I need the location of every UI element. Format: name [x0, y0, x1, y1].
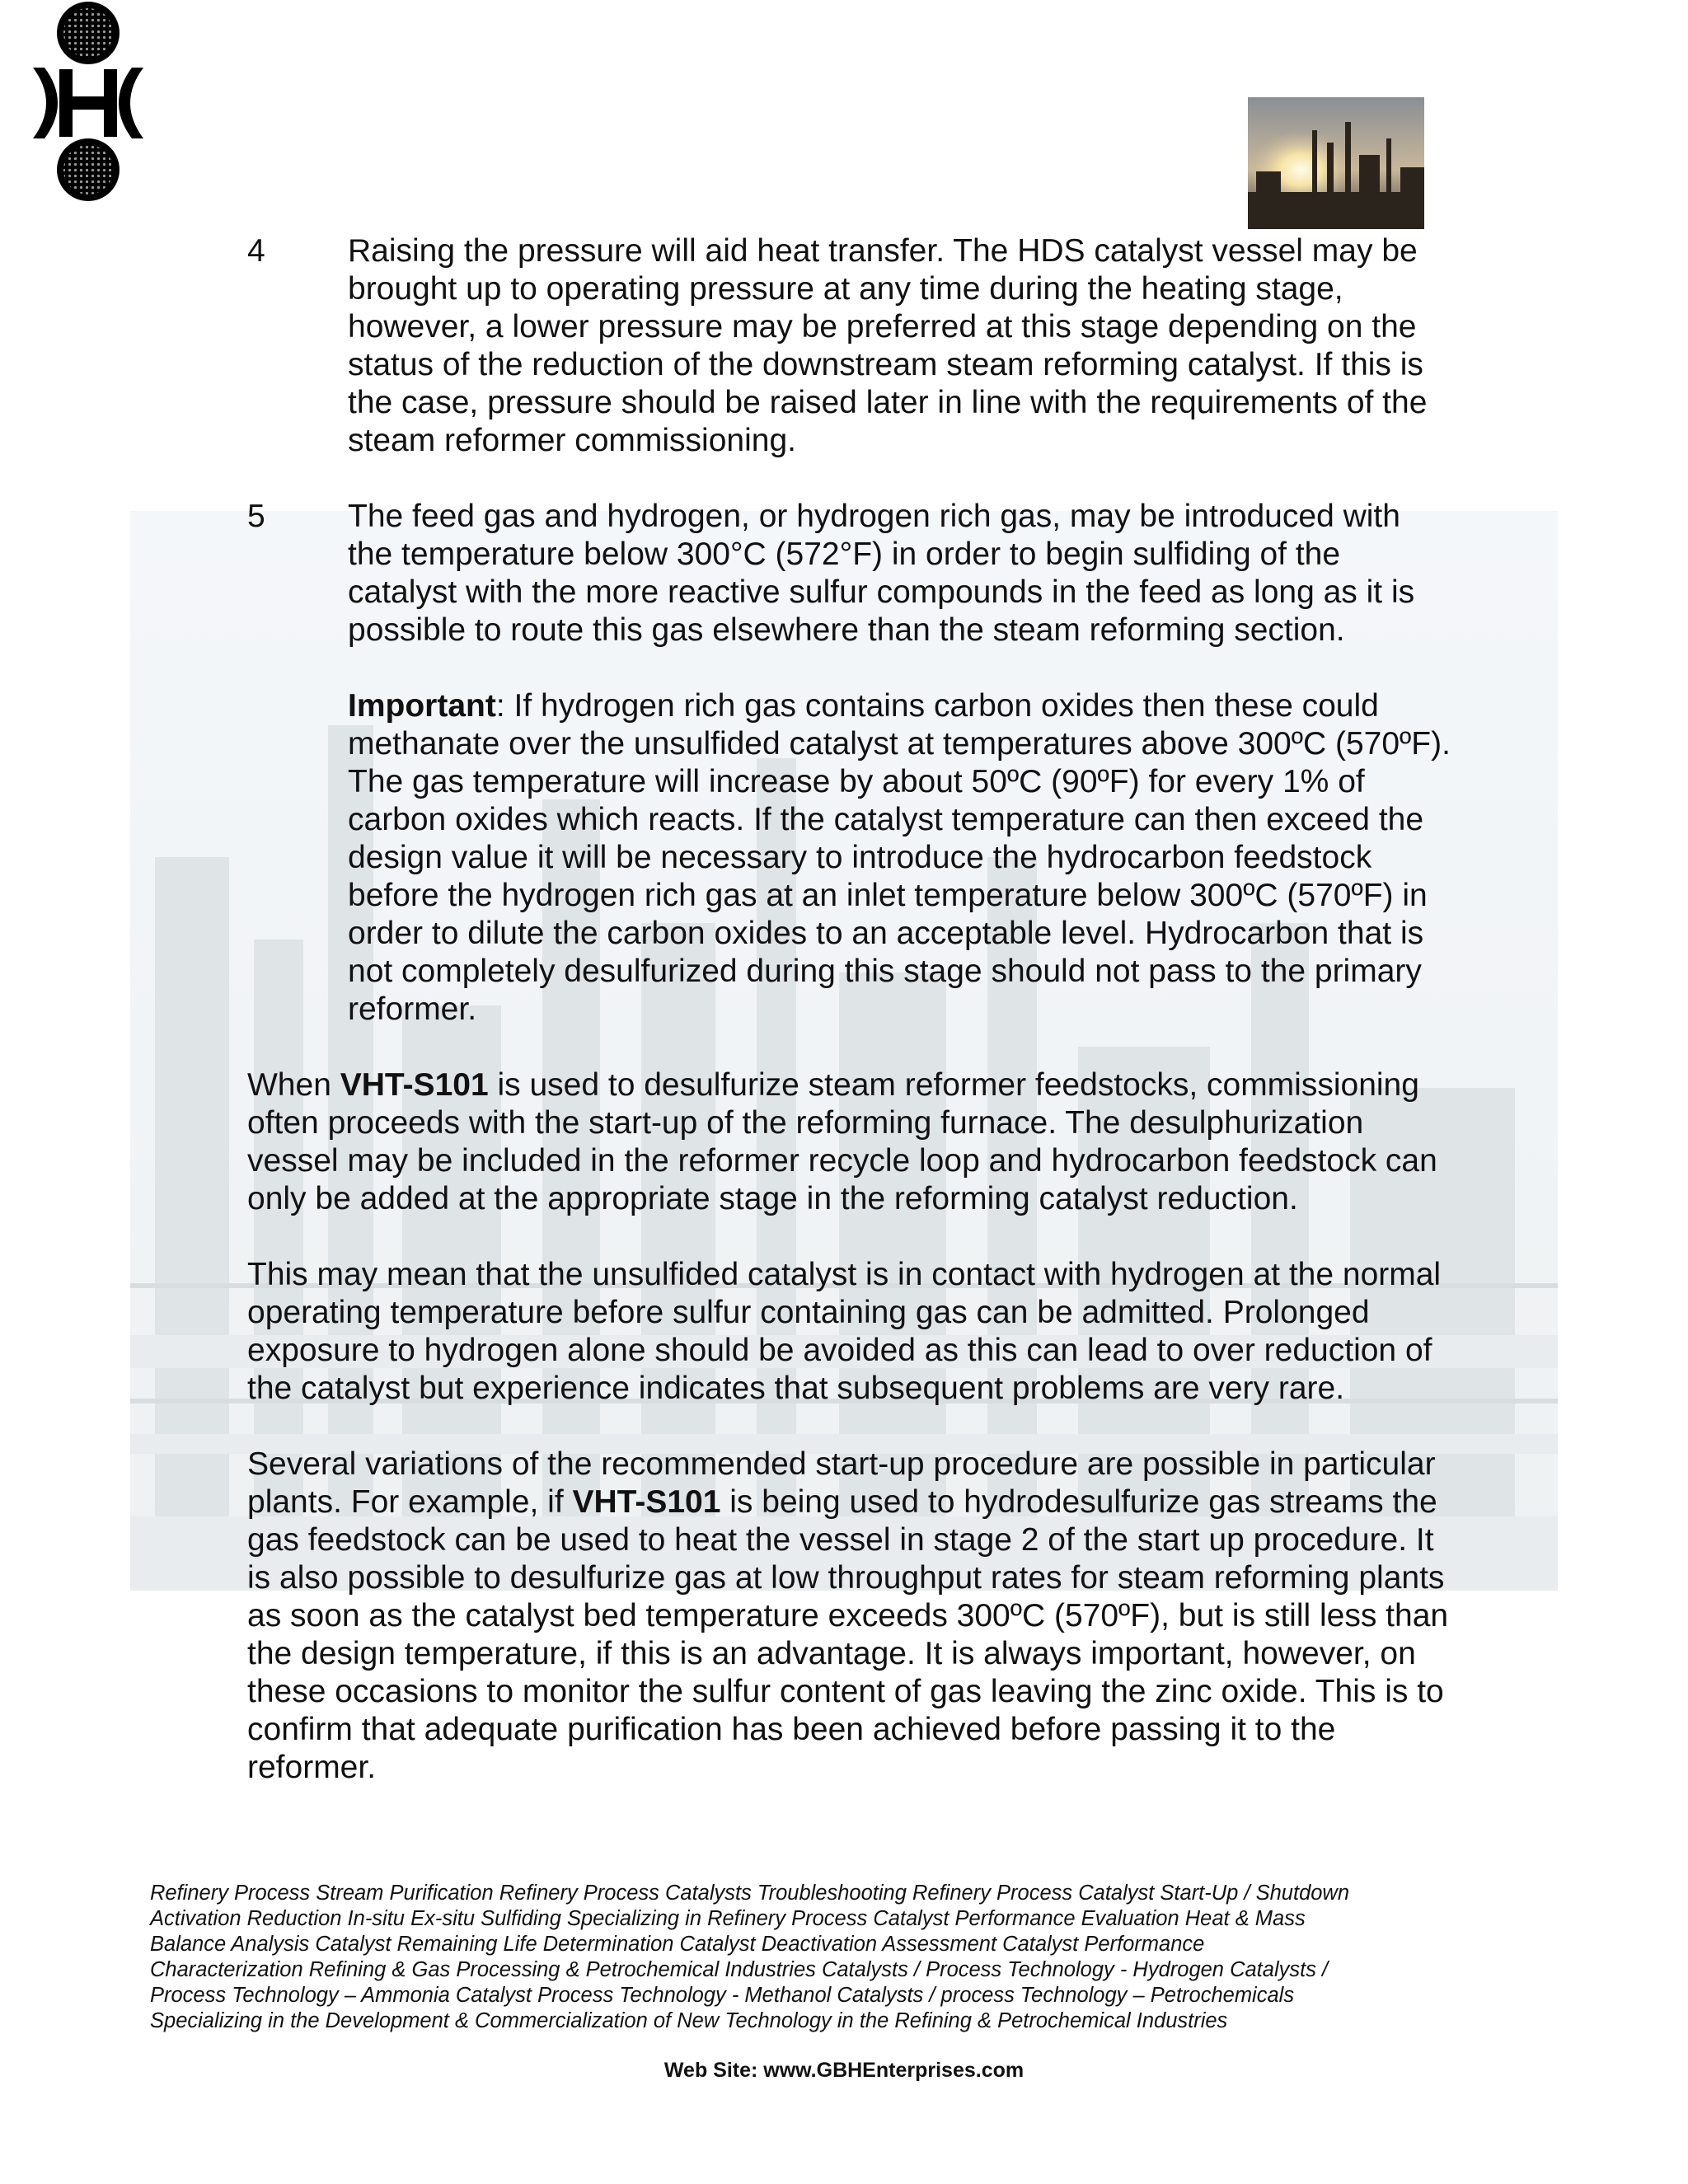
item-number: 4 [247, 233, 265, 269]
footer-line: Characterization Refining & Gas Processing & Petrochemical Industries Catalysts / Process Technology - Hydrogen Catalysts / [150, 1958, 1329, 1981]
paragraph-text: is being used to hydrodesulfurize gas streams the gas feedstock can be used to heat the vessel in stage 2 of the start up procedure. It is also possible to desulfurize gas at low throughput rates for steam reforming plants as soon as the catalyst bed temperature exceeds 300ºC (570ºF), but is still less than the design temperature, if this is an advantage. It is always important, however, on these occasions to monitor the sulfur content of gas leaving the zinc oxide. This is to confirm that adequate purification has been achieved before passing it to the reformer. [247, 1484, 1449, 1785]
website-link[interactable]: Web Site: www.GBHEnterprises.com [663, 2059, 1025, 2082]
footer-line: Specializing in the Development & Commercialization of New Technology in the Refining & Petrochemical Industries [150, 2009, 1228, 2032]
paragraph-text: When [247, 1067, 340, 1103]
paragraph-commissioning [247, 1066, 1451, 1218]
numbered-item-5 [247, 498, 1451, 649]
item-text: Raising the pressure will aid heat transfer. The HDS catalyst vessel may be brought up to operating pressure at any time during the heating stage, however, a lower pressure may be preferred at this stage depending on the status of the reduction of the downstream steam reforming catalyst. If this is the case, pressure should be raised later in line with the requirements of the steam reformer commissioning. [348, 233, 1428, 458]
item-number: 5 [247, 499, 265, 534]
item-text: The feed gas and hydrogen, or hydrogen rich gas, may be introduced with the temperature below 300°C (572°F) in order to begin sulfiding of the catalyst with the more reactive sulfur compounds in the feed as long as it is possible to route this gas elsewhere than the steam reforming section. [348, 499, 1415, 648]
footer-line: Process Technology – Ammonia Catalyst Process Technology - Methanol Catalysts / process Technology – Petrochemicals [150, 1984, 1295, 2007]
footer-line: Balance Analysis Catalyst Remaining Life Determination Catalyst Deactivation Assessment Catalyst Performance [150, 1933, 1205, 1956]
numbered-item-4 [247, 232, 1451, 460]
footer-line: Refinery Process Stream Purification Refinery Process Catalysts Troubleshooting Refinery Process Catalyst Start-Up / Shutdown [150, 1882, 1350, 1905]
product-name: VHT-S101 [340, 1067, 489, 1103]
company-logo [26, 0, 150, 206]
footer-line: Activation Reduction In-situ Ex-situ Sulfiding Specializing in Refinery Process Catalyst Performance Evaluation Heat & Mass [150, 1907, 1306, 1930]
paragraph-text: is used to desulfurize steam reformer feedstocks, commissioning often proceeds with the start-up of the reforming furnace. The desulphurization vessel may be included in the reformer recycle loop and hydrocarbon feedstock can only be added at the appropriate stage in the reforming catalyst reduction. [247, 1067, 1437, 1216]
important-note [247, 687, 1451, 1029]
document-body [247, 232, 1451, 1825]
refinery-sunset-photo [1248, 97, 1424, 229]
product-name: VHT-S101 [572, 1484, 721, 1520]
important-text: : If hydrogen rich gas contains carbon oxides then these could methanate over the unsulfided catalyst at temperatures above 300ºC (570ºF). The gas temperature will increase by about 50ºC (90ºF) for every 1% of carbon oxides which reacts. If the catalyst temperature can then exceed the design value it will be necessary to introduce the hydrocarbon feedstock before the hydrogen rich gas at an inlet temperature below 300ºC (570ºF) in order to dilute the carbon oxides to an acceptable level. Hydrocarbon that is not completely desulfurized during this stage should not pass to the primary reformer. [348, 688, 1451, 1027]
important-label: Important [348, 688, 496, 724]
paragraph-hydrogen-exposure: This may mean that the unsulfided catalyst is in contact with hydrogen at the normal operating temperature before sulfur containing gas can be admitted. Prolonged exposure to hydrogen alone should be avoided as this can lead to over reduction of the catalyst but experience indicates that subsequent problems are very rare. [247, 1257, 1442, 1406]
paragraph-variations [247, 1446, 1451, 1787]
paragraph-text: Several variations of the recommended start-up procedure are possible in particular plants. For example, if [247, 1446, 1436, 1520]
footer-services-list [150, 1881, 1436, 2034]
